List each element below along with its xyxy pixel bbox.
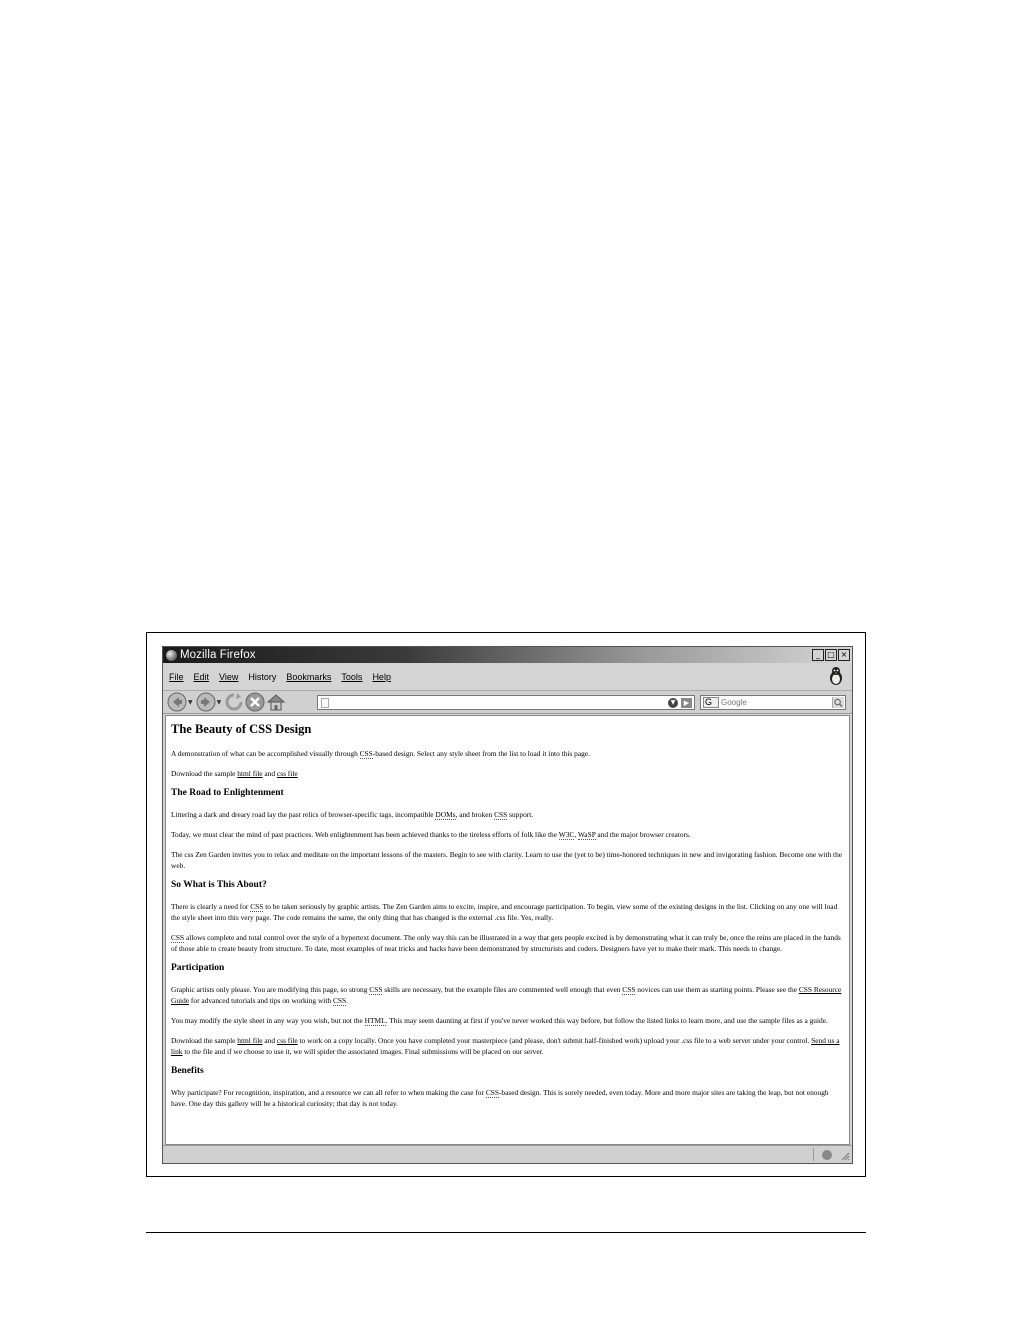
- search-box[interactable]: [700, 695, 846, 710]
- participation-paragraph-3: [171, 1035, 844, 1057]
- browser-window: [162, 646, 853, 1164]
- status-separator: [813, 1148, 814, 1161]
- intro-paragraph: [171, 748, 844, 759]
- text-span: to be taken seriously by graphic artists. The Zen Garden aims to excite, inspire, and encourage participation. To begin, view some of the existing designs in the list. Clicking on any one will load the style sheet into this very page. The code remains the same, the only thing that has changed is the external .css file. Yes, really.: [171, 902, 838, 922]
- menu-view[interactable]: View: [219, 671, 239, 682]
- title-bar[interactable]: [163, 647, 852, 663]
- text-span: ,: [574, 830, 578, 839]
- forward-button[interactable]: [196, 692, 216, 712]
- menu-file[interactable]: File: [169, 671, 184, 682]
- send-us-a-link[interactable]: Send us a link: [171, 1036, 840, 1056]
- text-span: and: [262, 1036, 277, 1045]
- road-paragraph-2: [171, 829, 844, 840]
- about-paragraph-1: [171, 901, 844, 923]
- text-span: Why participate? For recognition, inspiration, and a resource we can all refer to when making the case for: [171, 1088, 486, 1097]
- security-icon[interactable]: [822, 1150, 832, 1160]
- section-heading-benefits: Benefits: [171, 1066, 204, 1076]
- text-span: for advanced tutorials and tips on working with: [189, 996, 333, 1005]
- address-bar[interactable]: [317, 695, 695, 710]
- menu-tools[interactable]: Tools: [341, 671, 363, 682]
- road-paragraph-1: [171, 809, 844, 820]
- close-button[interactable]: ×: [838, 649, 850, 661]
- text-span: support.: [507, 810, 534, 819]
- acronym-html: HTML: [364, 1016, 386, 1025]
- acronym-wasp: WaSP: [577, 830, 596, 839]
- css-resource-guide-link[interactable]: CSS Resource Guide: [171, 985, 842, 1005]
- text-span: skills are necessary, but the example files are commented well enough that even: [382, 985, 623, 994]
- text-span: and: [262, 769, 277, 778]
- text-span: Today, we must clear the mind of past practices. Web enlightenment has been achieved thanks to the tireless efforts of folk like the: [171, 830, 559, 839]
- css-file-link[interactable]: css file: [276, 769, 298, 778]
- text-span: novices can use them as starting points. Please see the: [635, 985, 799, 994]
- page-heading: The Beauty of CSS Design: [171, 722, 312, 736]
- text-span: A demonstration of what can be accomplished visually through: [171, 749, 360, 758]
- text-span: . This may seem daunting at first if you've never worked this way before, but follow the listed links to learn more, and use the sample files as a guide.: [385, 1016, 828, 1025]
- text-span: -based design. Select any style sheet from the list to load it into this page.: [372, 749, 590, 758]
- acronym-css: CSS: [622, 985, 636, 994]
- text-span: Download the sample: [171, 769, 238, 778]
- acronym-css: CSS: [171, 933, 185, 942]
- forward-history-dropdown-icon[interactable]: ▼: [216, 698, 222, 706]
- html-file-link[interactable]: html file: [237, 1036, 263, 1045]
- benefits-paragraph-1: [171, 1087, 844, 1109]
- minimize-button[interactable]: _: [812, 649, 824, 661]
- text-span: , and broken: [455, 810, 495, 819]
- html-file-link[interactable]: html file: [237, 769, 263, 778]
- text-span: and the major browser creators.: [595, 830, 691, 839]
- text-span: Graphic artists only please. You are modifying this page, so strong: [171, 985, 370, 994]
- window-title: Mozilla Firefox: [180, 649, 256, 661]
- menu-help[interactable]: Help: [372, 671, 391, 682]
- search-input[interactable]: [721, 696, 829, 709]
- text-span: allows complete and total control over the style of a hypertext document. The only way this can be illustrated in a way that gets people excited is by demonstrating what it can truly be, once the reins are placed in the hands of those able to create beauty from structure. To date, most examples of neat tricks and hacks have been demonstrated by structurists and coders. Designers have yet to make their mark. This needs to change.: [171, 933, 841, 953]
- back-button[interactable]: [167, 692, 187, 712]
- participation-paragraph-2: [171, 1015, 844, 1026]
- page-icon: [321, 698, 329, 708]
- css-file-link[interactable]: css file: [276, 1036, 298, 1045]
- text-span: Download the sample: [171, 1036, 238, 1045]
- firefox-icon: [166, 650, 177, 661]
- text-span: to the file and if we choose to use it, we will spider the associated images. Final submissions will be placed on our server.: [182, 1047, 544, 1056]
- text-span: Littering a dark and dreary road lay the past relics of browser-specific tags, incompatible: [171, 810, 436, 819]
- status-bar: [163, 1145, 852, 1163]
- acronym-css: CSS: [485, 1088, 499, 1097]
- text-span: -based design. This is sorely needed, even today. More and more major sites are taking the leap, but not enough have. One day this gallery will be a historical curiosity; that day is not today.: [171, 1088, 829, 1108]
- acronym-w3c: W3C: [558, 830, 575, 839]
- resize-grip-icon[interactable]: [840, 1151, 850, 1161]
- acronym-css: CSS: [369, 985, 383, 994]
- about-paragraph-2: [171, 932, 844, 954]
- maximize-button[interactable]: □: [825, 649, 837, 661]
- acronym-css: CSS: [359, 749, 373, 758]
- acronym-css: CSS: [332, 996, 347, 1005]
- download-paragraph: [171, 768, 844, 779]
- text-span: You may modify the style sheet in any way you wish, but not the: [171, 1016, 365, 1025]
- back-history-dropdown-icon[interactable]: ▼: [188, 698, 193, 706]
- section-heading-participation: Participation: [171, 963, 225, 973]
- home-button[interactable]: [266, 692, 286, 712]
- section-heading-road: The Road to Enlightenment: [171, 788, 284, 798]
- menu-bookmarks[interactable]: Bookmarks: [286, 671, 332, 682]
- footer-rule: [146, 1232, 866, 1233]
- window-controls: [812, 649, 850, 661]
- text-span: to work on a copy locally. Once you have completed your masterpiece (and please, don't submit half-finished work) upload your .css file to a web server under your control.: [297, 1036, 812, 1045]
- throbber-icon: [826, 666, 846, 686]
- text-span: There is clearly a need for: [171, 902, 251, 911]
- road-paragraph-3: The css Zen Garden invites you to relax and meditate on the important lessons of the masters. Begin to see with clarity. Learn to use the (yet to be) time-honored techniques in new and invigorating fashion. Become one with the web.: [171, 850, 843, 870]
- reload-button[interactable]: [224, 692, 244, 712]
- navigation-toolbar: [163, 690, 852, 714]
- search-icon[interactable]: [832, 697, 844, 708]
- page-content[interactable]: [165, 715, 850, 1145]
- acronym-doms: DOMs: [435, 810, 456, 819]
- acronym-css: CSS: [494, 810, 508, 819]
- stop-button[interactable]: [245, 692, 265, 712]
- menu-bar: [163, 663, 852, 690]
- figure-frame: [146, 632, 866, 1177]
- participation-paragraph-1: [171, 984, 844, 1006]
- search-engine-selector[interactable]: G: [703, 697, 719, 708]
- menu-edit[interactable]: Edit: [193, 671, 210, 682]
- go-button[interactable]: ▶: [681, 698, 692, 708]
- url-history-dropdown-icon[interactable]: ▼: [668, 698, 678, 708]
- menu-history[interactable]: History: [248, 671, 277, 682]
- section-heading-about: So What is This About?: [171, 880, 267, 890]
- acronym-css: CSS: [250, 902, 264, 911]
- text-span: .: [346, 996, 348, 1005]
